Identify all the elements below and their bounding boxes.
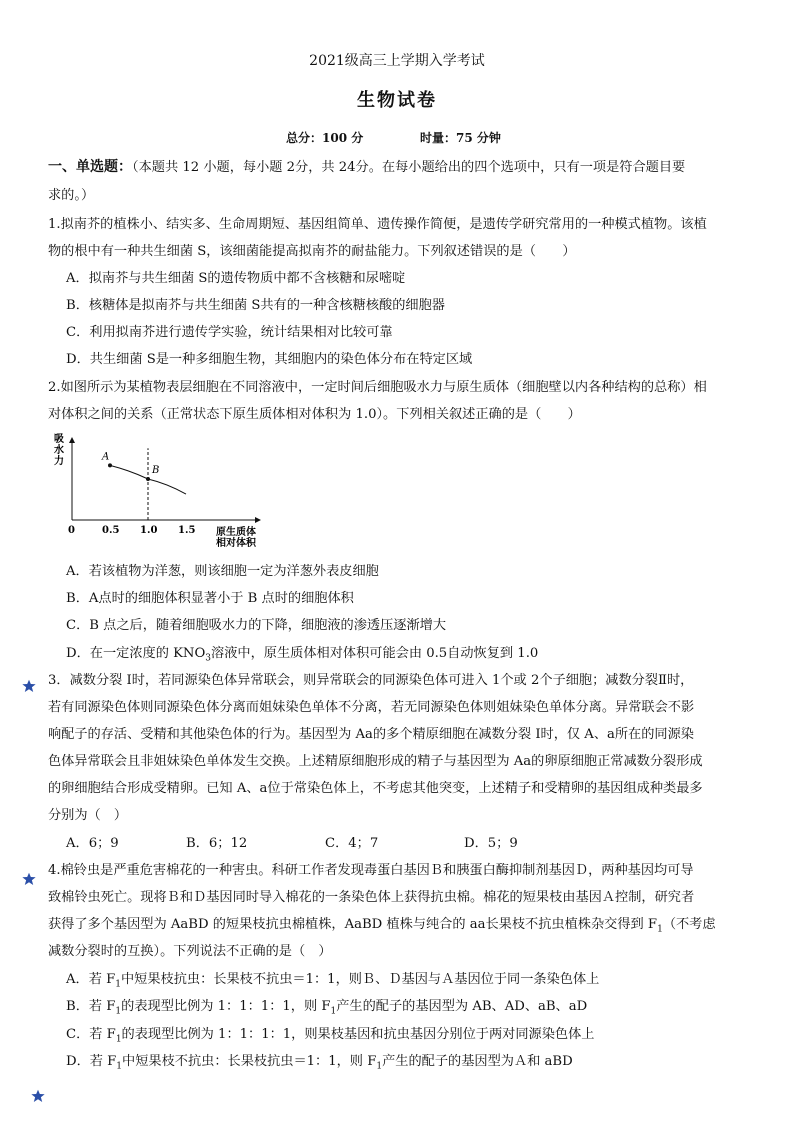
absorption-chart bbox=[50, 430, 290, 550]
q3-option-a: A．6；9 bbox=[66, 836, 119, 851]
q4-f1-sub: 1 bbox=[330, 1006, 337, 1017]
q4-stem-line3-text: 获得了多个基因型为 AaBD 的短果枝抗虫棉植株，AaBD 植株与纯合的 aa长果枝不抗虫植株杂交得到 F bbox=[48, 917, 658, 932]
q4-option-d bbox=[66, 1053, 573, 1076]
q4-f1-sub: 1 bbox=[657, 924, 663, 935]
q3-option-d: D．5；9 bbox=[464, 836, 518, 851]
y-axis-label: 力 bbox=[54, 456, 64, 467]
section-heading-line bbox=[48, 158, 685, 177]
data-point-b bbox=[146, 477, 150, 481]
star-icon bbox=[31, 1089, 45, 1103]
q4-option-d-mid: 中短果枝不抗虫：长果枝抗虫＝1：1，则 F bbox=[122, 1054, 377, 1069]
y-axis-label: 水 bbox=[54, 445, 64, 456]
x-tick-label: 0.5 bbox=[102, 525, 120, 536]
q4-option-d-post: 产生的配子的基因型为Ａ和 aBD bbox=[382, 1054, 573, 1069]
q4-stem-line1: 4.棉铃虫是严重危害棉花的一种害虫。科研工作者发现毒蛋白基因Ｂ和胰蛋白酶抑制剂基因Ｄ，两种基因均可导 bbox=[48, 863, 694, 878]
q1-option-c: C．利用拟南芥进行遗传学实验，统计结果相对比较可靠 bbox=[66, 325, 393, 340]
section-heading: 一、单选题： bbox=[48, 159, 132, 175]
total-score: 总分：100 分 bbox=[286, 131, 364, 145]
q1-stem-line2: 物的根中有一种共生细菌 S，该细菌能提高拟南芥的耐盐能力。下列叙述错误的是（ ） bbox=[48, 244, 576, 259]
point-label-a: A bbox=[102, 451, 110, 463]
q4-option-b-pre: B．若 F bbox=[66, 999, 116, 1014]
time-limit: 时量：75 分钟 bbox=[420, 131, 501, 145]
x-axis-label: 原生质体 bbox=[216, 527, 256, 538]
q4-option-b-mid: 的表现型比例为 1：1：1：1，则 F bbox=[121, 999, 331, 1014]
x-axis-label: 相对体积 bbox=[216, 538, 256, 549]
q4-option-c-post: 的表现型比例为 1：1：1：1，则果枝基因和抗虫基因分别位于两对同源染色体上 bbox=[121, 1027, 595, 1042]
q4-f1-sub: 1 bbox=[115, 1034, 122, 1045]
q4-f1-sub: 1 bbox=[115, 1006, 122, 1017]
q2-option-b: B．A点时的细胞体积显著小于 B 点时的细胞体积 bbox=[66, 591, 354, 606]
x-tick-label: 1.5 bbox=[178, 525, 196, 536]
q1-option-a: A．拟南芥与共生细菌 S的遗传物质中都不含核糖和尿嘧啶 bbox=[66, 271, 406, 286]
q2-stem-line2: 对体积之间的关系（正常状态下原生质体相对体积为 1.0）。下列相关叙述正确的是（ ） bbox=[48, 407, 581, 422]
q3-stem-line3: 响配子的存活、受精和其他染色体的行为。基因型为 Aa的多个精原细胞在减数分裂 I时，仅 A、a所在的同源染 bbox=[48, 727, 694, 742]
q1-option-b: B．核糖体是拟南芥与共生细菌 S共有的一种含核糖核酸的细胞器 bbox=[66, 298, 445, 313]
q3-option-b: B．6；12 bbox=[186, 836, 248, 851]
star-icon bbox=[22, 679, 36, 693]
section-description-cont: 求的。） bbox=[48, 188, 95, 203]
data-point-a bbox=[108, 463, 112, 467]
star-icon bbox=[22, 872, 36, 886]
q3-stem-line5: 的卵细胞结合形成受精卵。已知 A、a位于常染色体上，不考虑其他突变，上述精子和受精卵的基因组成种类最多 bbox=[48, 781, 703, 796]
q2-option-d bbox=[66, 645, 538, 668]
q2-option-d-pre: D．在一定浓度的 KNO bbox=[66, 646, 206, 661]
q4-option-b-post: 产生的配子的基因型为 AB、AD、aB、aD bbox=[336, 999, 588, 1014]
q4-option-d-pre: D．若 F bbox=[66, 1054, 117, 1069]
q4-option-a-post: 中短果枝抗虫：长果枝不抗虫＝1：1，则Ｂ、Ｄ基因与Ａ基因位于同一条染色体上 bbox=[120, 972, 600, 987]
q2-option-d-post: 溶液中，原生质体相对体积可能会由 0.5自动恢复到 1.0 bbox=[211, 646, 539, 661]
q4-stem-line3 bbox=[48, 916, 716, 939]
q4-option-a-pre: A．若 F bbox=[66, 972, 116, 987]
q1-option-d: D．共生细菌 S是一种多细胞生物，其细胞内的染色体分布在特定区域 bbox=[66, 352, 473, 367]
q4-f1-sub: 1 bbox=[115, 979, 121, 990]
q2-option-c: C．B 点之后，随着细胞吸水力的下降，细胞液的渗透压逐渐增大 bbox=[66, 618, 447, 633]
origin-label: 0 bbox=[68, 525, 75, 536]
q4-f1-sub: 1 bbox=[376, 1061, 383, 1072]
q3-option-c: C．4；7 bbox=[325, 836, 379, 851]
q4-stem-line3-post: （不考虑 bbox=[662, 917, 716, 932]
q4-option-b bbox=[66, 998, 587, 1021]
q2-option-d-sub: 3 bbox=[205, 653, 212, 664]
exam-title: 2021级高三上学期入学考试 bbox=[309, 53, 485, 69]
q4-option-a bbox=[66, 971, 599, 994]
q3-stem-line1: 3．减数分裂 I时，若同源染色体异常联会，则异常联会的同源染色体可进入 1个或 2个子细胞；减数分裂Ⅱ时， bbox=[48, 673, 694, 688]
q3-stem-line4: 色体异常联会且非姐妹染色单体发生交换。上述精原细胞形成的精子与基因型为 Aa的卵原细胞正常减数分裂形成 bbox=[48, 754, 703, 769]
x-tick-label: 1.0 bbox=[140, 525, 158, 536]
q3-stem-line2: 若有同源染色体则同源染色体分离而姐妹染色单体不分离，若无同源染色体则姐妹染色单体分离。异常联会不影 bbox=[48, 700, 695, 715]
q4-stem-line2: 致棉铃虫死亡。现将Ｂ和Ｄ基因同时导入棉花的一条染色体上获得抗虫棉。棉花的短果枝由基因Ａ控制，研究者 bbox=[48, 890, 695, 905]
y-axis-label: 吸 bbox=[54, 434, 64, 445]
q4-stem-line4: 减数分裂时的互换）。下列说法不正确的是（ ） bbox=[48, 944, 332, 959]
point-label-b: B bbox=[152, 465, 160, 476]
q2-stem-line1: 2.如图所示为某植物表层细胞在不同溶液中，一定时间后细胞吸水力与原生质体（细胞壁以内各种结构的总称）相 bbox=[48, 380, 707, 395]
q1-stem-line1: 1.拟南芥的植株小、结实多、生命周期短、基因组简单、遗传操作简便，是遗传学研究常用的一种模式植物。该植 bbox=[48, 217, 707, 232]
q4-option-c bbox=[66, 1026, 595, 1049]
paper-subtitle: 生物试卷 bbox=[357, 90, 437, 111]
q2-option-a: A．若该植物为洋葱，则该细胞一定为洋葱外表皮细胞 bbox=[66, 564, 379, 579]
q3-stem-line6: 分别为（ ） bbox=[48, 808, 128, 823]
q4-option-c-pre: C．若 F bbox=[66, 1027, 116, 1042]
q4-f1-sub: 1 bbox=[116, 1061, 123, 1072]
section-description: （本题共 12 小题，每小题 2分，共 24分。在每小题给出的四个选项中，只有一项是符合题目要 bbox=[132, 160, 686, 175]
